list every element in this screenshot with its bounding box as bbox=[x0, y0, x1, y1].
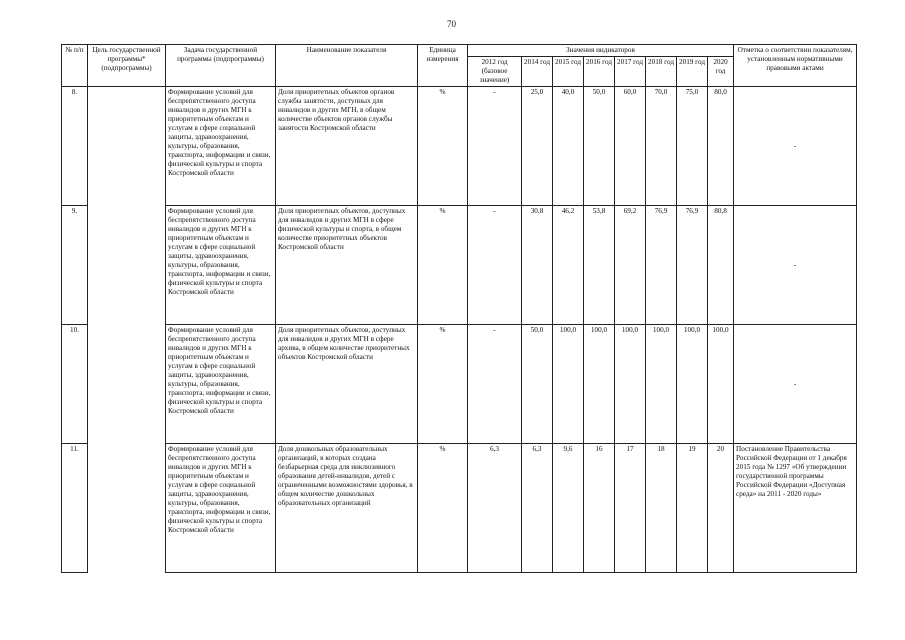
header-year: 2019 год bbox=[677, 57, 708, 87]
value-cell: 40,0 bbox=[553, 87, 584, 206]
note-cell: Постановление Правительства Российской Федерации от 1 декабря 2015 года № 1297 «Об утверждении государственной программы Российской Федерации «Доступная среда» на 2011 - 2020 годы» bbox=[734, 444, 857, 573]
value-cell: 75,0 bbox=[677, 87, 708, 206]
value-cell: 100,0 bbox=[646, 325, 677, 444]
value-cell: 100,0 bbox=[677, 325, 708, 444]
page-number: 70 bbox=[447, 19, 456, 29]
table-row bbox=[62, 325, 857, 444]
header-year: 2018 год bbox=[646, 57, 677, 87]
value-cell: 46,2 bbox=[553, 206, 584, 325]
row-number: 8. bbox=[62, 87, 88, 206]
value-cell: 6,3 bbox=[522, 444, 553, 573]
header-num: № п/п bbox=[62, 45, 88, 87]
value-cell: 6,3 bbox=[468, 444, 522, 573]
header-year: 2015 год bbox=[553, 57, 584, 87]
indicators-table bbox=[61, 44, 857, 573]
value-cell: 100,0 bbox=[553, 325, 584, 444]
header-year: 2017 год bbox=[615, 57, 646, 87]
value-cell: 76,9 bbox=[646, 206, 677, 325]
header-unit: Единица измерения bbox=[418, 45, 468, 87]
indicator-cell: Доля приоритетных объектов, доступных для инвалидов и других МГН в сфере архива, в общем количестве приоритетных объектов Костромской области bbox=[276, 325, 418, 444]
value-cell: - bbox=[468, 325, 522, 444]
note-cell: - bbox=[734, 325, 857, 444]
task-cell: Формирование условий для беспрепятственного доступа инвалидов и других МГН к приоритетным объектам и услугам в сфере социальной защиты, здравоохранения, культуры, образования, транспорта, информации и связи, физической культуры и спорта Костромской области bbox=[166, 87, 276, 206]
header-year: 2020 год bbox=[708, 57, 734, 87]
value-cell: - bbox=[468, 87, 522, 206]
value-cell: 30,8 bbox=[522, 206, 553, 325]
row-number: 9. bbox=[62, 206, 88, 325]
value-cell: 16 bbox=[584, 444, 615, 573]
header-year: 2014 год bbox=[522, 57, 553, 87]
header-row-1 bbox=[62, 45, 857, 57]
value-cell: 50,0 bbox=[584, 87, 615, 206]
value-cell: 69,2 bbox=[615, 206, 646, 325]
value-cell: 60,0 bbox=[615, 87, 646, 206]
note-cell: - bbox=[734, 206, 857, 325]
task-cell: Формирование условий для беспрепятственного доступа инвалидов и других МГН к приоритетным объектам и услугам в сфере социальной защиты, здравоохранения, культуры, образования, транспорта, информации и связи, физической культуры и спорта Костромской области bbox=[166, 206, 276, 325]
value-cell: 9,6 bbox=[553, 444, 584, 573]
table-row bbox=[62, 87, 857, 206]
value-cell: 20 bbox=[708, 444, 734, 573]
unit-cell: % bbox=[418, 444, 468, 573]
header-task: Задача государственной программы (подпрограммы) bbox=[166, 45, 276, 87]
value-cell: 70,0 bbox=[646, 87, 677, 206]
value-cell: 18 bbox=[646, 444, 677, 573]
header-year: 2012 год (базовое значение) bbox=[468, 57, 522, 87]
indicator-cell: Доля приоритетных объектов органов службы занятости, доступных для инвалидов и других МГН, в общем количестве объектов органов службы занятости Костромской области bbox=[276, 87, 418, 206]
header-year: 2016 год bbox=[584, 57, 615, 87]
value-cell: 19 bbox=[677, 444, 708, 573]
header-goal: Цель государственной программы* (подпрограммы) bbox=[88, 45, 166, 87]
table-row bbox=[62, 444, 857, 573]
value-cell: 76,9 bbox=[677, 206, 708, 325]
value-cell: 50,0 bbox=[522, 325, 553, 444]
row-number: 11. bbox=[62, 444, 88, 573]
task-cell: Формирование условий для беспрепятственного доступа инвалидов и других МГН к приоритетным объектам и услугам в сфере социальной защиты, здравоохранения, культуры, образования, транспорта, информации и связи, физической культуры и спорта Костромской области bbox=[166, 325, 276, 444]
value-cell: 100,0 bbox=[708, 325, 734, 444]
value-cell: 100,0 bbox=[584, 325, 615, 444]
row-number: 10. bbox=[62, 325, 88, 444]
unit-cell: % bbox=[418, 206, 468, 325]
task-cell: Формирование условий для беспрепятственного доступа инвалидов и других МГН к приоритетным объектам и услугам в сфере социальной защиты, здравоохранения, культуры, образования, транспорта, информации и связи, физической культуры и спорта Костромской области bbox=[166, 444, 276, 573]
indicator-cell: Доля приоритетных объектов, доступных для инвалидов и других МГН в сфере физической культуры и спорта, в общем количестве приоритетных объектов Костромской области bbox=[276, 206, 418, 325]
header-values-group: Значения индикаторов bbox=[468, 45, 734, 57]
value-cell: 17 bbox=[615, 444, 646, 573]
header-note: Отметка о соответствии показателям, установленным нормативными правовыми актами bbox=[734, 45, 857, 87]
value-cell: 80,8 bbox=[708, 206, 734, 325]
unit-cell: % bbox=[418, 325, 468, 444]
value-cell: 100,0 bbox=[615, 325, 646, 444]
value-cell: - bbox=[468, 206, 522, 325]
table-row bbox=[62, 206, 857, 325]
value-cell: 25,0 bbox=[522, 87, 553, 206]
unit-cell: % bbox=[418, 87, 468, 206]
header-indicator: Наименование показателя bbox=[276, 45, 418, 87]
indicator-cell: Доля дошкольных образовательных организаций, в которых создана безбарьерная среда для инклюзивного образования детей-инвалидов, детей с ограниченными возможностями здоровья, в общем количестве дошкольных образовательных организаций bbox=[276, 444, 418, 573]
value-cell: 80,0 bbox=[708, 87, 734, 206]
goal-cell bbox=[88, 87, 166, 573]
value-cell: 53,8 bbox=[584, 206, 615, 325]
note-cell: - bbox=[734, 87, 857, 206]
